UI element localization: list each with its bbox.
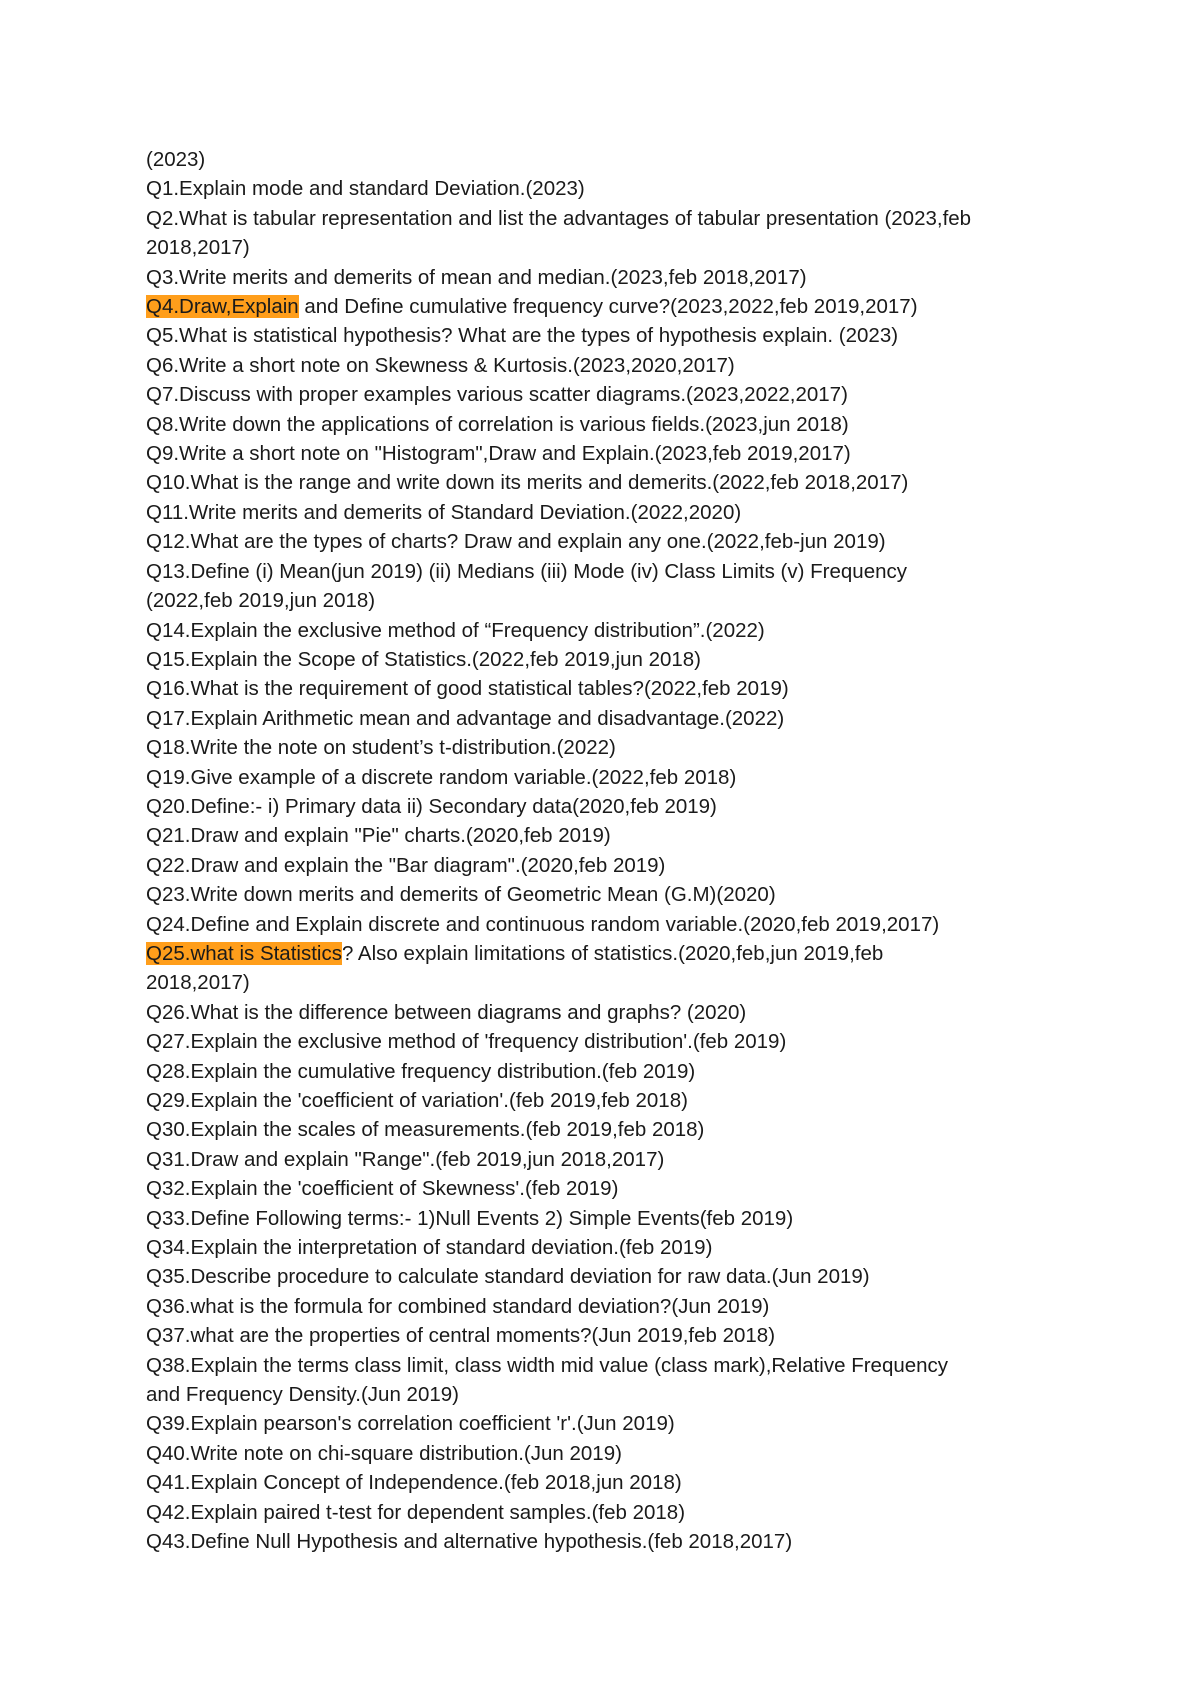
line-text: Q29.Explain the 'coefficient of variation'.(feb 2019,feb 2018): [146, 1089, 688, 1112]
line-text: 2018,2017): [146, 236, 250, 260]
line-text: Q32.Explain the 'coefficient of Skewness'.(feb 2019): [146, 1177, 619, 1201]
line-text: and Define cumulative frequency curve?(2023,2022,feb 2019,2017): [298, 295, 918, 319]
question-line: [146, 1527, 1066, 1556]
question-line: [146, 321, 1066, 350]
question-line: [146, 145, 1066, 174]
line-text: Q6.Write a short note on Skewness & Kurtosis.(2023,2020,2017): [146, 353, 735, 377]
question-line: [146, 468, 1066, 497]
line-text: Q15.Explain the Scope of Statistics.(2022,feb 2019,jun 2018): [146, 647, 702, 671]
highlighted-text: Q4.Draw,Explain: [146, 295, 299, 319]
line-text: (2022,feb 2019,jun 2018): [146, 589, 376, 613]
question-line: [146, 1321, 1066, 1350]
question-line: [146, 1057, 1066, 1086]
question-line: [146, 1292, 1066, 1321]
line-text: (2023): [146, 148, 206, 171]
line-text: Q27.Explain the exclusive method of 'frequency distribution'.(feb 2019): [146, 1030, 787, 1054]
question-line: [146, 439, 1066, 468]
line-text: Q9.Write a short note on "Histogram",Draw and Explain.(2023,feb 2019,2017): [146, 442, 851, 466]
line-text: Q41.Explain Concept of Independence.(feb 2018,jun 2018): [146, 1471, 682, 1495]
line-text: Q18.Write the note on student’s t-distribution.(2022): [146, 736, 616, 760]
question-line: [146, 1086, 1066, 1115]
question-line: [146, 1380, 1066, 1409]
question-line: [146, 851, 1066, 880]
line-text: Q14.Explain the exclusive method of “Frequency distribution”.(2022): [146, 618, 765, 642]
line-text: Q19.Give example of a discrete random variable.(2022,feb 2018): [146, 765, 737, 789]
question-line: [146, 557, 1066, 586]
question-line: [146, 1115, 1066, 1144]
line-text: Q23.Write down merits and demerits of Geometric Mean (G.M)(2020): [146, 883, 776, 907]
line-text: Q17.Explain Arithmetic mean and advantage and disadvantage.(2022): [146, 706, 785, 730]
line-text: Q26.What is the difference between diagrams and graphs? (2020): [146, 1000, 747, 1024]
line-text: Q40.Write note on chi-square distribution.(Jun 2019): [146, 1441, 622, 1465]
line-text: Q8.Write down the applications of correlation is various fields.(2023,jun 2018): [146, 412, 849, 436]
question-line: [146, 733, 1066, 762]
line-text: Q5.What is statistical hypothesis? What are the types of hypothesis explain. (2023): [146, 324, 899, 348]
line-text: Q13.Define (i) Mean(jun 2019) (ii) Medians (iii) Mode (iv) Class Limits (v) Frequency: [146, 559, 908, 583]
question-line: [146, 674, 1066, 703]
line-text: Q1.Explain mode and standard Deviation.(2023): [146, 177, 585, 201]
question-line: [146, 351, 1066, 380]
line-text: Q35.Describe procedure to calculate standard deviation for raw data.(Jun 2019): [146, 1265, 870, 1289]
question-line: [146, 410, 1066, 439]
question-line: [146, 1468, 1066, 1497]
question-line: [146, 1233, 1066, 1262]
question-list: [146, 145, 1066, 1557]
line-text: Q21.Draw and explain "Pie" charts.(2020,feb 2019): [146, 824, 611, 848]
question-line: [146, 968, 1066, 997]
question-line: [146, 910, 1066, 939]
question-line: [146, 792, 1066, 821]
question-line: [146, 880, 1066, 909]
question-line: [146, 1498, 1066, 1527]
question-line: [146, 527, 1066, 556]
question-line: [146, 763, 1066, 792]
line-text: Q38.Explain the terms class limit, class width mid value (class mark),Relative Frequency: [146, 1353, 949, 1377]
question-line: [146, 498, 1066, 527]
line-text: Q2.What is tabular representation and list the advantages of tabular presentation (2023,feb: [146, 206, 972, 230]
line-text: Q43.Define Null Hypothesis and alternative hypothesis.(feb 2018,2017): [146, 1530, 793, 1554]
question-line: [146, 174, 1066, 203]
question-line: [146, 645, 1066, 674]
question-line: [146, 704, 1066, 733]
line-text: Q33.Define Following terms:- 1)Null Events 2) Simple Events(feb 2019): [146, 1206, 794, 1230]
line-text: Q7.Discuss with proper examples various scatter diagrams.(2023,2022,2017): [146, 383, 848, 407]
line-text: ? Also explain limitations of statistics.(2020,feb,jun 2019,feb: [341, 941, 884, 965]
question-line: [146, 1174, 1066, 1203]
line-text: Q30.Explain the scales of measurements.(feb 2019,feb 2018): [146, 1118, 705, 1142]
question-line: [146, 1027, 1066, 1056]
question-line: [146, 821, 1066, 850]
question-line: [146, 1351, 1066, 1380]
question-line: [146, 998, 1066, 1027]
line-text: 2018,2017): [146, 971, 250, 995]
question-line: [146, 1262, 1066, 1291]
question-line: [146, 263, 1066, 292]
question-line: [146, 616, 1066, 645]
line-text: Q28.Explain the cumulative frequency distribution.(feb 2019): [146, 1059, 696, 1083]
line-text: Q20.Define:- i) Primary data ii) Secondary data(2020,feb 2019): [146, 794, 717, 818]
line-text: Q11.Write merits and demerits of Standard Deviation.(2022,2020): [146, 500, 742, 524]
line-text: Q39.Explain pearson's correlation coefficient 'r'.(Jun 2019): [146, 1412, 675, 1436]
line-text: Q12.What are the types of charts? Draw and explain any one.(2022,feb-jun 2019): [146, 530, 886, 554]
line-text: Q10.What is the range and write down its merits and demerits.(2022,feb 2018,2017): [146, 471, 909, 495]
question-line: [146, 204, 1066, 233]
line-text: Q24.Define and Explain discrete and continuous random variable.(2020,feb 2019,2017): [146, 912, 940, 936]
line-text: Q36.what is the formula for combined standard deviation?(Jun 2019): [146, 1294, 770, 1318]
line-text: Q34.Explain the interpretation of standard deviation.(feb 2019): [146, 1236, 713, 1260]
line-text: Q31.Draw and explain "Range".(feb 2019,jun 2018,2017): [146, 1147, 665, 1171]
question-line: [146, 1409, 1066, 1438]
question-line: [146, 1145, 1066, 1174]
line-text: Q22.Draw and explain the "Bar diagram".(2020,feb 2019): [146, 853, 666, 877]
question-line: [146, 939, 1066, 968]
question-line: [146, 586, 1066, 615]
highlighted-text: Q25.what is Statistics: [146, 941, 342, 965]
question-line: [146, 292, 1066, 321]
line-text: Q16.What is the requirement of good statistical tables?(2022,feb 2019): [146, 677, 789, 701]
question-line: [146, 1439, 1066, 1468]
question-line: [146, 1204, 1066, 1233]
question-line: [146, 380, 1066, 409]
line-text: Q42.Explain paired t-test for dependent samples.(feb 2018): [146, 1500, 686, 1524]
line-text: Q37.what are the properties of central moments?(Jun 2019,feb 2018): [146, 1324, 776, 1348]
line-text: Q3.Write merits and demerits of mean and median.(2023,feb 2018,2017): [146, 265, 807, 289]
line-text: and Frequency Density.(Jun 2019): [146, 1383, 459, 1407]
question-line: [146, 233, 1066, 262]
